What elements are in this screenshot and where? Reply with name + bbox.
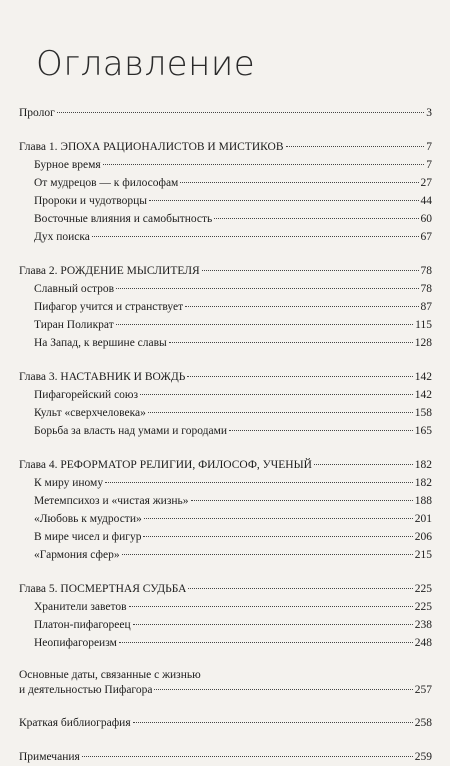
toc-section — [19, 404, 432, 422]
chapter-title: Глава 4. РЕФОРМАТОР РЕЛИГИИ, ФИЛОСОФ, УЧЕНЫЙ — [19, 459, 312, 471]
toc-section — [19, 316, 432, 334]
toc-section — [19, 474, 432, 492]
section-page: 158 — [414, 407, 432, 419]
section-page: 188 — [414, 495, 432, 507]
toc-section — [19, 616, 432, 634]
entry-title: Пролог — [19, 107, 55, 119]
leader-dots — [154, 689, 412, 690]
section-page: 78 — [420, 283, 432, 295]
toc-section — [19, 334, 432, 352]
chapter-title: Глава 2. РОЖДЕНИЕ МЫСЛИТЕЛЯ — [19, 265, 200, 277]
toc-chapter-5 — [19, 580, 432, 598]
section-title: Борьба за власть над умами и городами — [34, 425, 228, 437]
section-title: Бурное время — [34, 159, 101, 171]
leader-dots — [105, 482, 413, 483]
leader-dots — [103, 164, 425, 165]
leader-dots — [140, 394, 413, 395]
toc-section — [19, 228, 432, 246]
entry-title-line2: и деятельностью Пифагора — [19, 684, 153, 696]
section-title: От мудрецов — к философам — [34, 177, 179, 189]
toc-section — [19, 298, 432, 316]
section-page: 165 — [414, 425, 432, 437]
toc-entry-bibliography — [19, 714, 432, 732]
leader-dots — [286, 146, 425, 147]
section-page: 182 — [414, 477, 432, 489]
leader-dots — [57, 112, 424, 113]
section-title: Пифагор учится и странствует — [34, 301, 184, 313]
section-page: 238 — [414, 619, 432, 631]
entry-page: 259 — [414, 751, 432, 763]
toc-section — [19, 174, 432, 192]
section-page: 27 — [420, 177, 432, 189]
toc-chapter-2 — [19, 262, 432, 280]
section-title: Пифагорейский союз — [34, 389, 139, 401]
section-page: 142 — [414, 389, 432, 401]
leader-dots — [188, 588, 412, 589]
entry-title: Примечания — [19, 751, 80, 763]
leader-dots — [314, 464, 413, 465]
leader-dots — [187, 376, 412, 377]
section-page: 215 — [414, 549, 432, 561]
section-title: Восточные влияния и самобытность — [34, 213, 213, 225]
section-page: 44 — [420, 195, 432, 207]
section-title: Неопифагореизм — [34, 637, 117, 649]
leader-dots — [116, 288, 418, 289]
toc-entry-notes — [19, 748, 432, 766]
section-page: 201 — [414, 513, 432, 525]
leader-dots — [202, 270, 419, 271]
leader-dots — [191, 500, 413, 501]
entry-page: 257 — [414, 684, 432, 696]
entry-title-line1: Основные даты, связанные с жизнью — [19, 669, 201, 681]
toc-section — [19, 546, 432, 564]
section-title: Платон-пифагореец — [34, 619, 131, 631]
section-page: 67 — [420, 231, 432, 243]
section-page: 206 — [414, 531, 432, 543]
section-title: «Гармония сфер» — [34, 549, 120, 561]
toc-chapter-1 — [19, 138, 432, 156]
section-title: Тиран Поликрат — [34, 319, 114, 331]
leader-dots — [144, 518, 413, 519]
toc-section — [19, 422, 432, 440]
section-title: Дух поиска — [34, 231, 90, 243]
section-page: 60 — [420, 213, 432, 225]
toc-section — [19, 156, 432, 174]
entry-title: Краткая библиография — [19, 717, 131, 729]
leader-dots — [119, 642, 413, 643]
section-title: Славный остров — [34, 283, 115, 295]
leader-dots — [92, 236, 419, 237]
entry-page: 3 — [426, 107, 432, 119]
chapter-page: 7 — [426, 141, 432, 153]
leader-dots — [116, 324, 413, 325]
toc-section — [19, 386, 432, 404]
section-title: Культ «сверхчеловека» — [34, 407, 146, 419]
section-page: 115 — [415, 319, 432, 331]
section-title: К миру иному — [34, 477, 104, 489]
chapter-page: 182 — [414, 459, 432, 471]
leader-dots — [180, 182, 418, 183]
toc-chapter-3 — [19, 368, 432, 386]
leader-dots — [143, 536, 412, 537]
toc-chapter-4 — [19, 456, 432, 474]
leader-dots — [122, 554, 413, 555]
section-title: Метемпсихоз и «чистая жизнь» — [34, 495, 189, 507]
leader-dots — [169, 342, 413, 343]
toc-section — [19, 210, 432, 228]
section-page: 248 — [414, 637, 432, 649]
section-page: 87 — [420, 301, 432, 313]
chapter-title: Глава 1. ЭПОХА РАЦИОНАЛИСТОВ И МИСТИКОВ — [19, 141, 284, 153]
leader-dots — [229, 430, 413, 431]
chapter-page: 225 — [414, 583, 432, 595]
section-title: «Любовь к мудрости» — [34, 513, 142, 525]
chapter-title: Глава 5. ПОСМЕРТНАЯ СУДЬБА — [19, 583, 187, 595]
toc-section — [19, 598, 432, 616]
leader-dots — [133, 624, 413, 625]
section-page: 128 — [414, 337, 432, 349]
leader-dots — [149, 200, 419, 201]
section-title: На Запад, к вершине славы — [34, 337, 167, 349]
section-page: 7 — [426, 159, 432, 171]
section-page: 225 — [414, 601, 432, 613]
page-title: Оглавление — [36, 44, 256, 84]
section-title: Пророки и чудотворцы — [34, 195, 147, 207]
leader-dots — [129, 606, 413, 607]
chapter-page: 142 — [414, 371, 432, 383]
toc-section — [19, 492, 432, 510]
toc-section — [19, 510, 432, 528]
toc-entry-prologue — [19, 104, 432, 122]
leader-dots — [214, 218, 418, 219]
leader-dots — [82, 756, 413, 757]
section-title: Хранители заветов — [34, 601, 127, 613]
entry-page: 258 — [414, 717, 432, 729]
toc-section — [19, 634, 432, 652]
toc-section — [19, 280, 432, 298]
leader-dots — [133, 722, 413, 723]
leader-dots — [185, 306, 418, 307]
toc-section — [19, 192, 432, 210]
leader-dots — [148, 412, 413, 413]
section-title: В мире чисел и фигур — [34, 531, 142, 543]
toc-entry-dates — [19, 668, 432, 698]
toc-section — [19, 528, 432, 546]
chapter-title: Глава 3. НАСТАВНИК И ВОЖДЬ — [19, 371, 186, 383]
chapter-page: 78 — [420, 265, 432, 277]
table-of-contents — [19, 104, 432, 766]
